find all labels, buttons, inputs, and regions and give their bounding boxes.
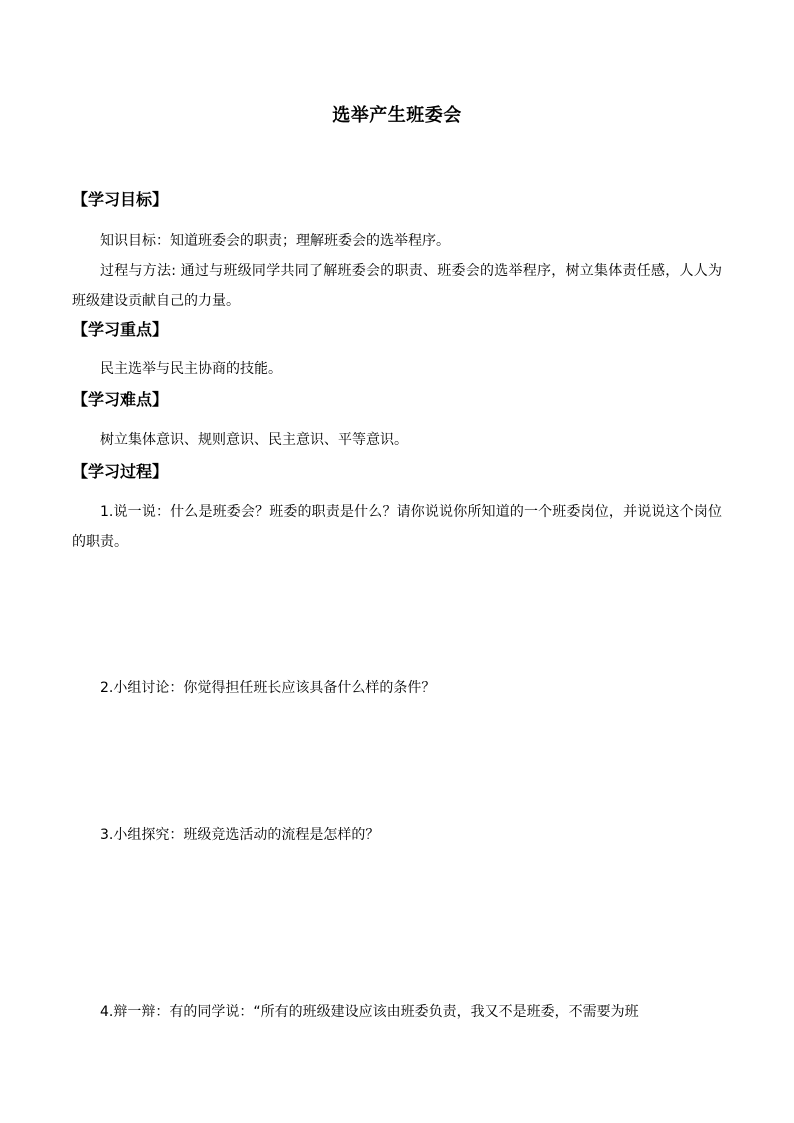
heading-difficulties: 【学习难点】 — [72, 390, 169, 409]
heading-learning-process: 【学习过程】 — [72, 462, 169, 481]
paragraph-process-method: 过程与方法: 通过与班级同学共同了解班委会的职责、班委会的选举程序，树立集体责任感，人人为班级建设贡献自己的力量。 — [72, 263, 722, 309]
document-title: 选举产生班委会 — [332, 105, 462, 126]
heading-key-points: 【学习重点】 — [72, 320, 169, 339]
question-4: 4.辩一辩：有的同学说：“所有的班级建设应该由班委负责，我又不是班委，不需要为班 — [100, 1004, 639, 1020]
paragraph-knowledge-goal: 知识目标：知道班委会的职责；理解班委会的选举程序。 — [100, 233, 450, 249]
heading-learning-goals: 【学习目标】 — [72, 190, 169, 209]
question-2: 2.小组讨论：你觉得担任班长应该具备什么样的条件？ — [100, 680, 436, 696]
question-3: 3.小组探究：班级竞选活动的流程是怎样的？ — [100, 827, 380, 843]
paragraph-key-points: 民主选举与民主协商的技能。 — [100, 361, 282, 377]
question-1: 1.说一说：什么是班委会？班委的职责是什么？请你说说你所知道的一个班委岗位，并说说这个岗位的职责。 — [72, 504, 722, 550]
paragraph-difficulties: 树立集体意识、规则意识、民主意识、平等意识。 — [100, 432, 408, 448]
